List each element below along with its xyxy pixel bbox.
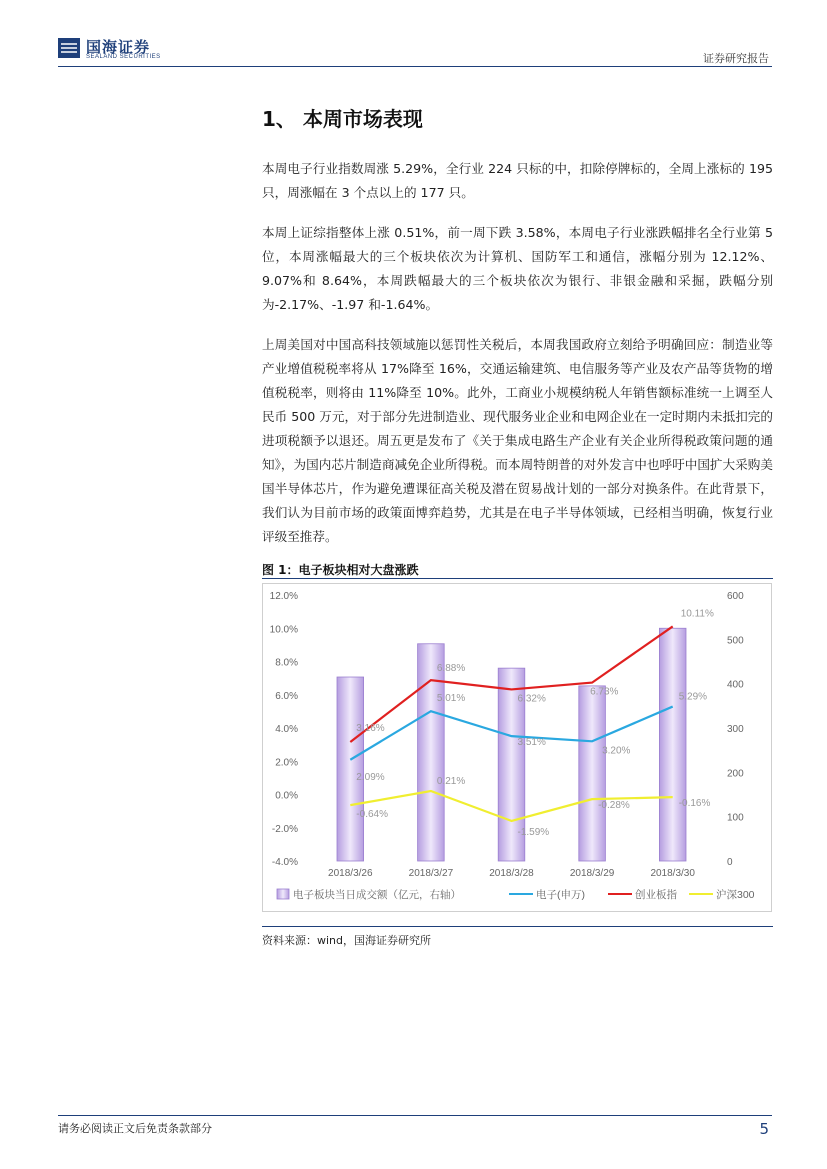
bar xyxy=(418,644,445,861)
legend-label: 电子板块当日成交额（亿元，右轴） xyxy=(293,889,461,901)
y-left-tick-label: -2.0% xyxy=(271,823,298,835)
y-right-tick-label: 600 xyxy=(727,591,744,602)
x-tick-label: 2018/3/30 xyxy=(650,868,695,879)
chart-frame xyxy=(262,583,772,912)
data-label: 2.09% xyxy=(356,771,385,783)
y-left-tick-label: 8.0% xyxy=(275,657,298,669)
section-title: 1、 本周市场表现 xyxy=(262,107,423,131)
data-label: 3.16% xyxy=(356,722,385,734)
x-tick-label: 2018/3/28 xyxy=(489,868,534,879)
data-label: 3.20% xyxy=(602,745,631,757)
paragraph-2: 本周上证综指整体上涨 0.51%，前一周下跌 3.58%，本周电子行业涨跌幅排名全行业第 5 位，本周涨幅最大的三个板块依次为计算机、国防军工和通信，涨幅分别为 12.12%、9.07%和 8.64%，本周跌幅最大的三个板块依次为银行、非银金融和采掘，跌幅分别为-2.17%、-1.97 和-1.64%。 xyxy=(262,225,773,312)
legend-swatch-bar xyxy=(277,889,289,899)
paragraph-1: 本周电子行业指数周涨 5.29%，全行业 224 只标的中，扣除停牌标的，全周上涨标的 195 只，周涨幅在 3 个点以上的 177 只。 xyxy=(262,161,773,200)
page-number: 5 xyxy=(759,1120,769,1138)
data-label: 10.11% xyxy=(680,608,714,620)
data-label: 0.21% xyxy=(436,776,466,788)
y-left-tick-label: -4.0% xyxy=(271,857,298,868)
chart xyxy=(263,584,771,911)
logo-text-cn: 国海证券 xyxy=(86,38,151,56)
legend-label: 电子(申万) xyxy=(536,889,585,901)
y-right-tick-label: 200 xyxy=(727,768,744,780)
figure-title: 图 1：电子板块相对大盘涨跌 xyxy=(262,563,419,577)
logo-icon xyxy=(58,38,80,58)
y-right-tick-label: 400 xyxy=(727,679,744,691)
footer-divider xyxy=(58,1115,772,1116)
footer-disclaimer: 请务必阅读正文后免责条款部分 xyxy=(58,1122,212,1135)
figure-top-rule xyxy=(262,578,773,579)
y-left-tick-label: 10.0% xyxy=(269,624,298,636)
data-label: -0.28% xyxy=(598,800,630,812)
data-label: 3.51% xyxy=(517,737,546,749)
data-label: -0.64% xyxy=(356,809,388,821)
x-tick-label: 2018/3/27 xyxy=(408,868,454,879)
x-tick-label: 2018/3/26 xyxy=(328,868,373,879)
y-left-tick-label: 0.0% xyxy=(275,790,298,802)
y-right-tick-label: 100 xyxy=(727,812,744,824)
header-divider xyxy=(58,66,772,67)
legend-label: 创业板指 xyxy=(635,889,677,901)
data-label: 6.32% xyxy=(517,693,546,705)
bar xyxy=(337,677,364,861)
y-right-tick-label: 300 xyxy=(727,724,744,735)
logo-text-en: SEALAND SECURITIES xyxy=(86,54,161,60)
data-label: -1.59% xyxy=(517,826,550,838)
data-label: -0.16% xyxy=(678,798,711,810)
figure-bottom-rule xyxy=(262,926,773,927)
figure-source: 资料来源：wind，国海证券研究所 xyxy=(262,934,432,947)
bar xyxy=(659,628,686,861)
paragraph-3: 上周美国对中国高科技领域施以惩罚性关税后，本周我国政府立刻给予明确回应：制造业等产业增值税税率将从 17%降至 16%，交通运输建筑、电信服务等产业及农产品等货物的增值税税率，则将由 11%降至 10%。此外，工商业小规模纳税人年销售额标准统一上调至人民币 500 万元，对于部分先进制造业、现代服务业企业和电网企业在一定时期内未抵扣完的进项税额予以退还。周五更是发布了《关于集成电路生产企业有关企业所得税政策问题的通知》，为国内芯片制造商减免企业所得税。而本周特朗普的对外发言中也呼吁中国扩大采购美国半导体芯片，作为避免遭课征高关税及潜在贸易战计划的一部分对换条件。在此背景下，我们认为目前市场的政策面博弈趋势，尤其是在电子半导体领域，已经相当明确，恢复行业评级至推荐。 xyxy=(262,337,773,544)
y-left-tick-label: 4.0% xyxy=(275,724,298,735)
report-type-label: 证券研究报告 xyxy=(703,52,769,65)
data-label: 6.73% xyxy=(590,686,619,698)
y-right-tick-label: 0 xyxy=(727,857,733,868)
legend-label: 沪深300 xyxy=(716,889,755,901)
y-right-tick-label: 500 xyxy=(727,635,744,647)
y-left-tick-label: 12.0% xyxy=(269,591,298,602)
data-label: 5.29% xyxy=(678,691,708,703)
x-tick-label: 2018/3/29 xyxy=(569,868,615,879)
y-left-tick-label: 6.0% xyxy=(275,690,298,702)
data-label: 5.01% xyxy=(436,693,466,705)
y-left-tick-label: 2.0% xyxy=(275,757,298,769)
bar xyxy=(579,686,606,861)
data-label: 6.88% xyxy=(436,663,466,675)
